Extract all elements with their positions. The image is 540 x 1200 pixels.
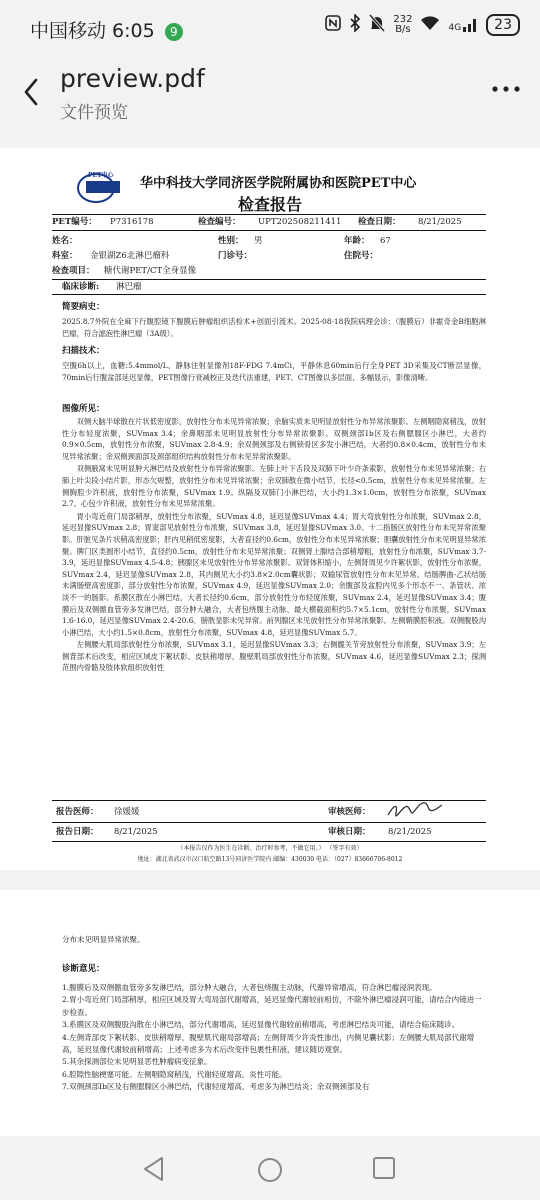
- findings-paragraph: 双侧大脑半球散在片状低密度影，放射性分布未见异常浓聚；余脑实质未见明显放射性分布异常浓聚影。左侧咽隐窝稍浅，放射性分布轻度浓聚，SUVmax 3.4；余鼻咽部未见明显放射性分布异常浓聚影。双侧颈部Ⅰb区及右侧腮腺区小淋巴，大者约0.9×0.5cm，放射性分布浓聚，SUVmax 2.8-4.9；余双侧颈部及右侧锁骨区多发小淋巴结，大者约0.8×0.4cm，放射性分布未见异常浓聚；余双侧颈面部及颈部组织结构放射性分布未见异常浓聚影。: [62, 417, 486, 461]
- header-row-person: [52, 234, 486, 249]
- clinical-diagnosis-value: 淋巴瘤: [116, 282, 142, 292]
- file-title: preview.pdf: [60, 64, 205, 93]
- battery-indicator: 23: [486, 14, 520, 36]
- findings-paragraph: 胃小弯近贲门局部稍厚，放射性分布浓聚，SUVmax 4.8，延迟显像SUVmax 4.4；胃大弯放射性分布浓聚，SUVmax 2.8，延迟显像SUVmax 2.8；胃窦部见放射性分布浓聚，SUVmax 3.8，延迟显像SUVmax 3.0。十二指肠区放射性分布未见异常浓聚影。肝脏见条片状稍高密度影；肝内见稍低密度影，大者直径约0.6cm，放射性分布未见异常浓聚；胆囊放射性分布未见明显异常浓聚。脾门区类圆形小结节，直径约0.5cm，放射性分布未见异常浓聚；双侧肾上腺结合部稍增粗，放射性分布浓聚，SUVmax 3.7-3.9，延迟显像SUVmax 4.5-4.8；胰腺区未见放射性分布异常浓聚影。双肾体积缩小，左侧肾周见少许絮状影，放射性分布浓聚，SUVmax 2.4，延迟显像SUVmax 2.8，其内侧见大小约3.8×2.0cm囊状影；双输尿管放射性分布未见异常。结肠脾曲-乙状结肠未满肠壁高密度影，部分放射性分布浓聚，SUVmax 4.9，延迟显像SUVmax 2.0；余腹部及盆腔内见多个形态不一、条管状、浓淡不一的肠影。系膜区散在小淋巴结，大者长径约0.6cm，部分放射性分布轻度浓聚，SUVmax 2.4，延迟显像SUVmax 3.4；腹膜后及双侧髂血管旁多发淋巴结，部分肿大融合，大者包绕腹主动脉、最大横截面积约5.7×5.1cm，放射性分布浓聚，SUVmax 1.6-16.0，延迟显像SUVmax 2.4-20.6。膀胱显影未见异常。前列腺区未见放射性分布异常浓聚影。左侧鞘膜腔积液。双侧腹股沟小淋巴结，大小约1.5×0.8cm，放射性分布浓聚，SUVmax 4.8，延迟显像SUVmax 5.7。: [62, 511, 486, 637]
- clinical-diagnosis: [62, 280, 142, 292]
- header-row-ids: [52, 215, 486, 231]
- reviewer-label: 审核医师：: [328, 807, 371, 817]
- footer-row-dates: [52, 823, 486, 841]
- more-options-icon[interactable]: [490, 82, 522, 96]
- name-label: 姓名：: [52, 236, 78, 246]
- diagnosis-item: 4.左侧背部皮下絮状影、皮肤稍增厚，腹壁肌代谢局部增高；左侧肾周少许炎性渗出，内侧见囊状影；左侧腰大肌局部代谢增高，延迟显像代谢较前稍增高；上述考虑多为术后改变伴包裹性积液，建议随访观察。: [62, 1032, 475, 1055]
- report-date-label: 报告日期：: [56, 827, 99, 837]
- review-date-label: 审核日期：: [328, 827, 371, 837]
- net-speed: [393, 15, 412, 35]
- exam-item-label: 检查项目：: [52, 266, 95, 276]
- doctor-label: 报告医师：: [56, 807, 99, 817]
- report-date-value: 8/21/2025: [114, 827, 158, 837]
- report-title: 检查报告: [237, 195, 302, 214]
- gender-value: 男: [254, 236, 263, 246]
- signal-label: 4G: [448, 23, 462, 33]
- exam-no-value: UPT202508211411: [258, 217, 342, 227]
- header-row-exam-item: [52, 264, 486, 280]
- diagnosis-item: 1.腹膜后及双侧髂血管旁多发淋巴结，部分肿大融合，大者包绕腹主动脉，代谢异常增高，符合淋巴瘤浸润表现。: [62, 983, 437, 992]
- carrier-time: [30, 16, 183, 43]
- status-bar: [0, 0, 540, 56]
- nfc-icon: [325, 15, 341, 35]
- app-bar: [0, 56, 540, 130]
- notification-badge: 9: [165, 23, 183, 41]
- findings-label: 图像所见：: [62, 404, 105, 414]
- logo-text: PET中心: [88, 172, 114, 179]
- address: 地址：湖北省武汉市汉口航空路13号同济医学院内 邮编：430030 电话：（027）83666706-8012: [137, 856, 403, 863]
- diagnosis-item: 6.腔隙性脑梗塞可能。左侧咽隐窝稍浅，代谢轻度增高，炎性可能。: [62, 1069, 287, 1079]
- outpatient-label: 门诊号：: [218, 251, 253, 261]
- pet-no-label: PET编号：: [52, 217, 97, 227]
- doctor-value: 徐媛媛: [114, 807, 140, 817]
- gender-label: 性别：: [218, 236, 244, 246]
- nav-back-icon[interactable]: [142, 1156, 166, 1182]
- inpatient-label: 住院号：: [344, 251, 379, 261]
- diagnosis-item: 3.系膜区及双侧腹股沟散在小淋巴结，部分代谢增高，延迟显像代谢较前稍增高，考虑淋巴结炎可能，请结合临床随诊。: [62, 1020, 460, 1030]
- net-speed-value: 232: [393, 14, 413, 25]
- hospital-name: 华中科技大学同济医学院附属协和医院PET中心: [140, 176, 417, 191]
- diagnosis-label: 诊断意见：: [62, 964, 105, 974]
- system-nav-bar: [0, 1136, 540, 1200]
- scan-technique-label: 扫描技术：: [62, 346, 105, 356]
- divider: [52, 841, 486, 842]
- exam-date-label: 检查日期：: [358, 217, 401, 227]
- dept-label: 科室：: [52, 251, 78, 261]
- nav-recents-icon[interactable]: [372, 1156, 396, 1180]
- findings-text: [62, 416, 486, 800]
- history-text: 2025.8.7外院在全麻下行腹腔镜下腹膜后肿瘤组织活检术+创面引流术。2025-08-18我院病理会诊：（腹膜后）非霍奇金B细胞淋巴瘤，符合滤泡性淋巴瘤（3A级）。: [62, 317, 486, 338]
- nav-home-icon[interactable]: [256, 1156, 284, 1184]
- diagnosis-item: 7.双侧颈部Ⅰb区及右侧腮腺区小淋巴结，代谢轻度增高，考虑多为淋巴结炎；余双侧颈部及右: [62, 1082, 370, 1092]
- report-header-table: [52, 214, 486, 280]
- pet-no-value: P7316178: [110, 217, 154, 227]
- diagnosis-item: 2.胃小弯近贲门局部稍厚，相应区域及胃大弯局部代谢增高，延迟显像代谢较前相仿，不除外淋巴瘤浸润可能，请结合内镜进一步检查。: [62, 995, 482, 1017]
- exam-date-value: 8/21/2025: [418, 217, 462, 227]
- signal-icon: [448, 17, 478, 33]
- diagnosis-item: 5.其余探测部位未见明显恶性肿瘤病变征象。: [62, 1057, 212, 1067]
- reviewer-signature: [386, 799, 446, 821]
- scan-technique-text: 空腹6h以上，血糖:5.4mmol/L，静脉注射显像剂18F-FDG 7.4mCi，平静休息60min后行全身PET 3D采集及CT断层显像，70min后行腹盆部延迟显像，PET图像行衰减校正及迭代法重建，PET、CT图像以多层面、多幅显示，影像清晰。: [62, 361, 486, 382]
- back-arrow-icon[interactable]: [18, 74, 46, 110]
- findings-paragraph: 左侧腰大肌局部放射性分布浓聚，SUVmax 3.1，延迟显像SUVmax 3.3；右侧髋关节旁放射性分布浓聚，SUVmax 3.9；左侧背部术后改变，相应区域皮下絮状影、皮肤稍增厚，腹壁肌局部放射性分布浓聚，SUVmax 4.6，延迟显像SUVmax 2.3；探测范围内骨骼及肢体软组织放射性: [62, 640, 486, 673]
- dept-value: 金银湖Z6北淋巴瘤科: [90, 251, 170, 261]
- file-subtitle: 文件预览: [60, 103, 128, 123]
- mute-icon: [369, 14, 385, 36]
- exam-no-label: 检查编号：: [198, 217, 241, 227]
- history-label: 简要病史：: [62, 302, 105, 312]
- age-label: 年龄：: [344, 236, 370, 246]
- status-icons: [325, 14, 520, 36]
- carrier-time-text: 中国移动 6:05: [30, 20, 155, 42]
- footer-row-doctors: [52, 803, 486, 821]
- header-row-dept: [52, 249, 486, 264]
- net-speed-unit: B/s: [395, 24, 411, 35]
- wifi-icon: [420, 15, 440, 35]
- pdf-page-1[interactable]: [0, 148, 540, 870]
- continuation-text: 分布未见明显异常浓聚。: [62, 935, 145, 944]
- bluetooth-icon: [349, 14, 361, 36]
- findings-paragraph: 双侧腋窝未见明显肿大淋巴结及放射性分布异常浓聚影。左肺上叶下舌段及双肺下叶少许条索影，放射性分布未见异常浓聚；右肺上叶尖段小结片影，形态欠规整，放射性分布未见异常浓聚；余双肺散在微小结节，长径<0.5cm，放射性分布未见异常浓聚。左侧胸腔少许积液，放射性分布浓聚，SUVmax 1.9。纵隔及双肺门小淋巴结，大小约1.3×1.0cm，放射性分布浓聚，SUVmax 2.7。心包少许积液，放射性分布未见异常浓聚。: [62, 464, 486, 509]
- clinical-diagnosis-label: 临床诊断:: [62, 282, 100, 292]
- age-value: 67: [380, 236, 391, 246]
- disclaimer: （本报告仅作为医生在诊断、治疗时参考，不做它用。） （签字有效）: [177, 845, 363, 852]
- exam-item-value: 糖代谢PET/CT全身显像: [104, 266, 197, 276]
- divider: [52, 294, 486, 295]
- review-date-value: 8/21/2025: [388, 827, 432, 837]
